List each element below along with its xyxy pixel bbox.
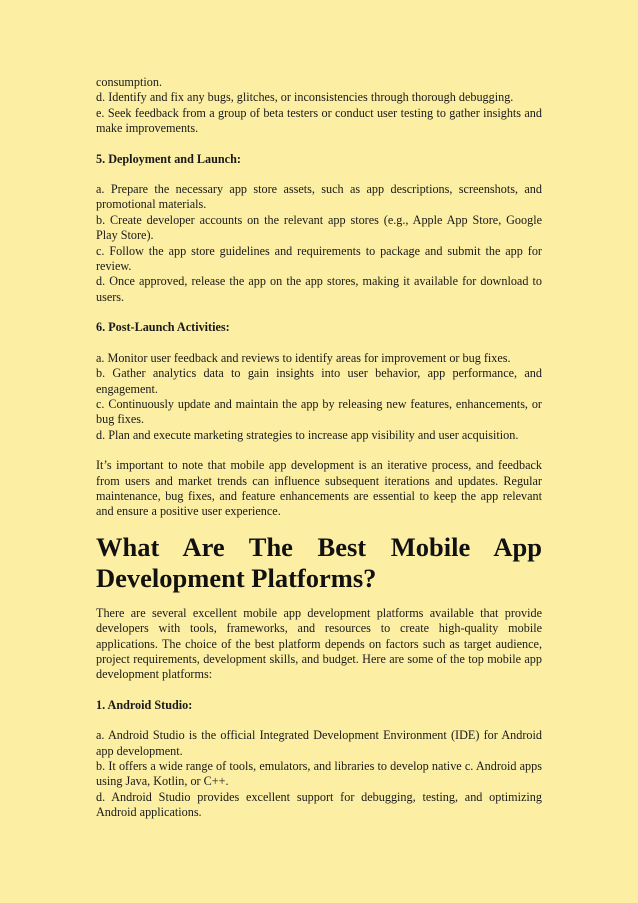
list-item: c. Continuously update and maintain the app by releasing new features, enhancements, or bug fixes.	[96, 396, 542, 427]
continuation-line: e. Seek feedback from a group of beta testers or conduct user testing to gather insights and make improvements.	[96, 105, 542, 136]
list-item: a. Prepare the necessary app store assets, such as app descriptions, screenshots, and promotional materials.	[96, 182, 542, 212]
list-item: b. Create developer accounts on the relevant app stores (e.g., Apple App Store, Google Play Store).	[96, 212, 542, 243]
list-item: d. Once approved, release the app on the app stores, making it available for download to users.	[96, 274, 542, 304]
list-item: b. It offers a wide range of tools, emulators, and libraries to develop native c. Android apps using Java, Kotlin, or C++.	[96, 759, 542, 789]
section-heading-post-launch: 6. Post-Launch Activities:	[96, 320, 230, 335]
list-item: b. Gather analytics data to gain insights into user behavior, app performance, and engagement.	[96, 366, 542, 396]
document-page	[96, 75, 542, 821]
intro-paragraph: There are several excellent mobile app development platforms available that provide developers with tools, frameworks, and resources to create high-quality mobile applications. The choice of the best platform depends on factors such as target audience, project requirements, development skills, and budget. Here are some of the top mobile app development platforms:	[96, 605, 542, 682]
continuation-line: d. Identify and fix any bugs, glitches, or inconsistencies through thorough debugging.	[96, 90, 514, 105]
closing-paragraph: It’s important to note that mobile app development is an iterative process, and feedback from users and market trends can influence subsequent iterations and updates. Regular maintenance, bug fixes, and feature enhancements are essential to keep the app relevant and ensure a positive user experience.	[96, 458, 542, 519]
list-item: c. Follow the app store guidelines and requirements to package and submit the app for review.	[96, 243, 542, 274]
list-item: d. Plan and execute marketing strategies to increase app visibility and user acquisition.	[96, 427, 519, 442]
list-item: d. Android Studio provides excellent support for debugging, testing, and optimizing Android applications.	[96, 789, 542, 820]
main-heading: What Are The Best Mobile App Development Platforms?	[96, 531, 542, 593]
section-heading-deployment: 5. Deployment and Launch:	[96, 151, 241, 166]
continuation-line: consumption.	[96, 75, 163, 89]
section-heading-android-studio: 1. Android Studio:	[96, 697, 193, 712]
list-item: a. Android Studio is the official Integrated Development Environment (IDE) for Android app development.	[96, 728, 542, 758]
list-item: a. Monitor user feedback and reviews to identify areas for improvement or bug fixes.	[96, 350, 511, 365]
